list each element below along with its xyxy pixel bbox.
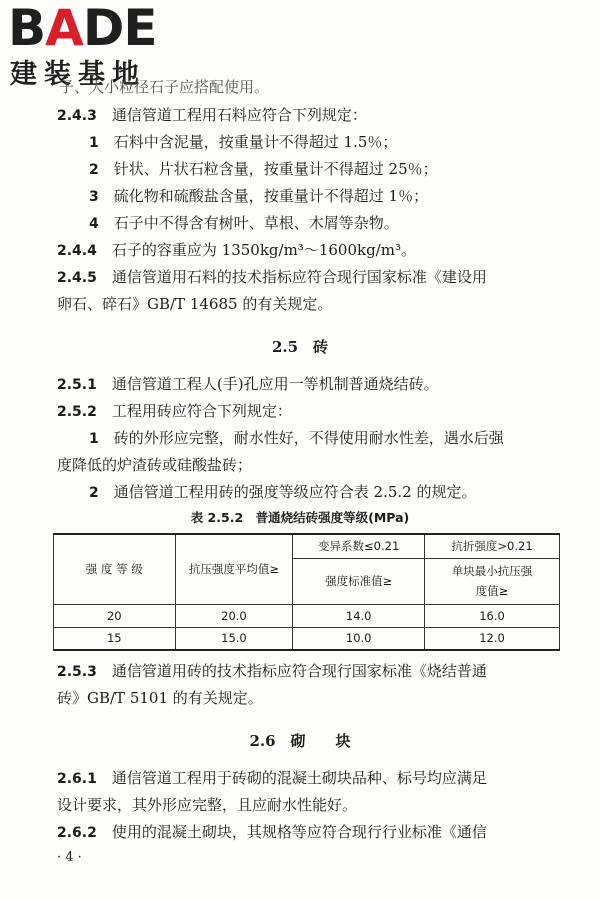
text-line: 度降低的炉渣砖或硅酸盐砖； xyxy=(57,456,253,474)
table-cell: 14.0 xyxy=(293,604,425,627)
list-item: 1 石料中含泥量，按重量计不得超过 1.5％； xyxy=(89,133,398,151)
table-caption: 表 2.5.2 普通烧结砖强度等级(MPa) xyxy=(190,510,410,525)
table-cell: 12.0 xyxy=(425,627,560,650)
clause-2-4-4: 2.4.4 石子的容重应为 1350kg/m³～1600kg/m³。 xyxy=(57,241,416,259)
table-cell: 20.0 xyxy=(175,604,293,627)
table-cell: 15 xyxy=(54,627,176,650)
table-cell: 16.0 xyxy=(425,604,560,627)
table-row xyxy=(54,627,560,650)
strength-grade-table xyxy=(53,533,560,651)
list-item: 3 硫化物和硫酸盐含量，按重量计不得超过 1％； xyxy=(89,187,429,205)
table-cell: 20 xyxy=(54,604,176,627)
text-line: 砖》GB/T 5101 的有关规定。 xyxy=(57,689,263,707)
section-heading-2-5: 2.5 砖 xyxy=(271,338,329,356)
clause-2-4-3: 2.4.3 通信管道工程用石料应符合下列规定： xyxy=(57,106,367,124)
clause-2-5-1: 2.5.1 通信管道工程人(手)孔应用一等机制普通烧结砖。 xyxy=(57,375,439,393)
table-header-row xyxy=(54,534,560,558)
logo-chinese: 建装基地 xyxy=(10,59,146,90)
text-line: 设计要求，其外形应完整，且应耐水性能好。 xyxy=(57,796,358,814)
page-number: · 4 · xyxy=(57,850,82,865)
clause-2-5-3: 2.5.3 通信管道用砖的技术指标应符合现行国家标准《烧结普通 xyxy=(57,662,487,680)
clause-2-5-2: 2.5.2 工程用砖应符合下列规定： xyxy=(57,402,292,420)
list-item: 2 针状、片状石粒含量，按重量计不得超过 25％； xyxy=(89,160,438,178)
list-item: 2 通信管道工程用砖的强度等级应符合表 2.5.2 的规定。 xyxy=(89,483,477,501)
text-line: 卵石、碎石》GB/T 14685 的有关规定。 xyxy=(57,295,333,313)
list-item: 1 砖的外形应完整，耐水性好，不得使用耐水性差，遇水后强 xyxy=(89,429,504,447)
text-line: 子、大小粒径石子应搭配使用。 xyxy=(59,78,270,96)
clause-2-6-2: 2.6.2 使用的混凝土砌块，其规格等应符合现行行业标准《通信 xyxy=(57,823,487,841)
section-heading-2-6: 2.6 砌 块 xyxy=(249,732,351,750)
table-header-cell: 强 度 等 级 xyxy=(54,534,176,604)
table-cell: 15.0 xyxy=(175,627,293,650)
list-item: 4 石子中不得含有树叶、草根、木屑等杂物。 xyxy=(89,214,399,232)
clause-2-4-5: 2.4.5 通信管道用石料的技术指标应符合现行国家标准《建设用 xyxy=(57,268,487,286)
table-header-cell: 抗折强度>0.21 xyxy=(425,534,560,558)
table-header-cell: 变异系数≤0.21 xyxy=(293,534,425,558)
table-cell: 10.0 xyxy=(293,627,425,650)
table-row xyxy=(54,604,560,627)
table-header-cell: 抗压强度平均值≥ xyxy=(175,534,293,604)
clause-2-6-1: 2.6.1 通信管道工程用于砖砌的混凝土砌块品种、标号均应满足 xyxy=(57,769,487,787)
table-header-cell: 强度标准值≥ xyxy=(293,558,425,604)
table-header-cell: 单块最小抗压强度值≥ xyxy=(425,558,560,604)
logo-wordmark: BADE xyxy=(8,0,157,57)
